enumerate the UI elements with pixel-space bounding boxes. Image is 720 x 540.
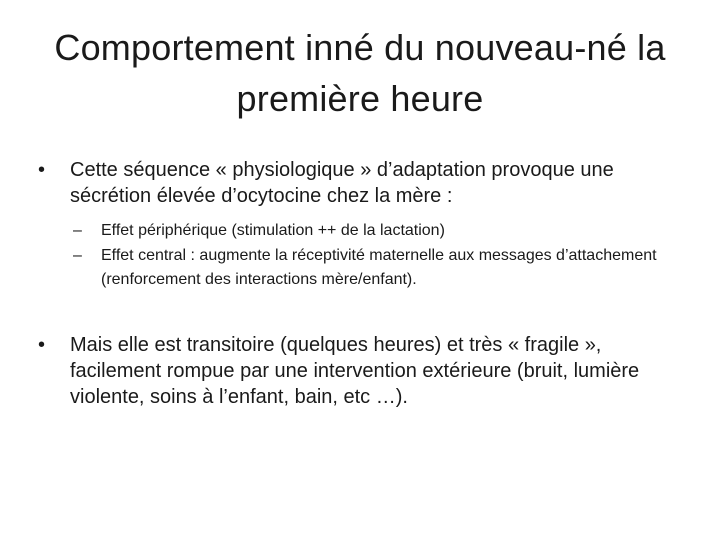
slide-title [36, 22, 684, 124]
sub-bullet-list [73, 219, 661, 292]
dash-icon: – [73, 222, 82, 239]
slide-body [0, 157, 720, 410]
bullet-dot-icon: • [38, 334, 46, 356]
title-line-1: Comportement inné du nouveau-né la [54, 27, 666, 68]
sub-bullet-text: Effet central : augmente la réceptivité maternelle aux messages d’attachement (renforcement des interactions mère/enfant). [101, 247, 657, 288]
bullet-text: Mais elle est transitoire (quelques heures) et très « fragile », facilement rompue par une intervention extérieure (bruit, lumière violente, soins à l’enfant, bain, etc …). [70, 334, 640, 408]
bullet-dot-icon: • [38, 159, 46, 181]
dash-icon: – [73, 247, 82, 264]
bullet-text: Cette séquence « physiologique » d’adaptation provoque une sécrétion élevée d’ocytocine chez la mère : [70, 159, 614, 207]
bullet-item [38, 332, 670, 410]
sub-bullet-item [73, 219, 661, 243]
title-line-2: première heure [236, 78, 484, 119]
sub-bullet-item [73, 244, 661, 292]
sub-bullet-text: Effet périphérique (stimulation ++ de la lactation) [101, 222, 445, 239]
bullet-item [38, 157, 690, 209]
